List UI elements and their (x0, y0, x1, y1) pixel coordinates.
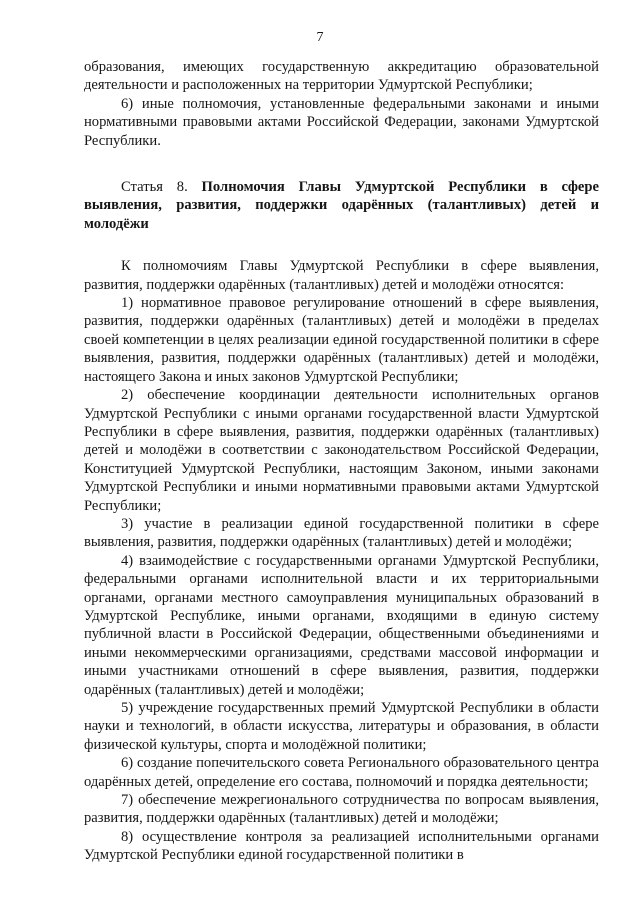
paragraph-item-1: 1) нормативное правовое регулирование отношений в сфере выявления, развития, поддержки одарённых (талантливых) детей и молодёжи в пределах своей компетенции в целях реализации единой государственной политики в сфере выявления, развития, поддержки одарённых (талантливых) детей и молодёжи, настоящего Закона и иных законов Удмуртской Республики; (84, 295, 599, 385)
page-number: 7 (316, 30, 324, 45)
paragraph-lead: К полномочиям Главы Удмуртской Республики в сфере выявления, развития, поддержки одарённых (талантливых) детей и молодёжи относятся: (84, 258, 599, 293)
paragraph-item-5: 5) учреждение государственных премий Удмуртской Республики в области науки и технологий, в области искусства, литературы и образования, в области физической культуры, спорта и молодёжной политики; (84, 700, 599, 753)
article-heading (84, 178, 599, 233)
paragraph-item-6: 6) иные полномочия, установленные федеральными законами и иными нормативными правовыми актами Российской Федерации, законами Удмуртской Республики. (84, 95, 599, 149)
paragraph-item-4: 4) взаимодействие с государственными органами Удмуртской Республики, федеральными органами исполнительной власти и их территориальными органами, органами местного самоуправления муниципальных образований в Удмуртской Республике, иными органами, входящими в единую систему публичной власти в Российской Федерации, общественными объединениями и иными некоммерческими организациями, средствами массовой информации и иными участниками отношений в сфере выявления, развития, поддержки одарённых (талантливых) детей и молодёжи; (84, 552, 599, 698)
paragraph-continuation: образования, имеющих государственную аккредитацию образовательной деятельности и расположенных на территории Удмуртской Республики; (84, 59, 599, 94)
article-title: Полномочия Главы Удмуртской Республики в сфере выявления, развития, поддержки одарённых (талантливых) детей и молодёжи (84, 179, 599, 232)
paragraph-item-6b: 6) создание попечительского совета Регионального образовательного центра одарённых детей, определение его состава, полномочий и порядка деятельности; (84, 755, 599, 790)
paragraph-item-2: 2) обеспечение координации деятельности исполнительных органов Удмуртской Республики с иными органами государственной власти Удмуртской Республики в сфере выявления, развития, поддержки одарённых (талантливых) детей и молодёжи в соответствии с законодательством Российской Федерации, Конституцией Удмуртской Республики, настоящим Законом, иными законами Удмуртской Республики и иными нормативными правовыми актами Удмуртской Республики; (84, 387, 599, 514)
document-body (84, 58, 599, 865)
paragraph-item-8: 8) осуществление контроля за реализацией исполнительными органами Удмуртской Республики единой государственной политики в (84, 828, 599, 864)
paragraph-item-7: 7) обеспечение межрегионального сотрудничества по вопросам выявления, развития, поддержки одарённых (талантливых) детей и молодёжи; (84, 792, 599, 827)
paragraph-item-3: 3) участие в реализации единой государственной политики в сфере выявления, развития, поддержки одарённых (талантливых) детей и молодёжи; (84, 515, 599, 551)
article-label: Статья 8. (121, 179, 188, 196)
